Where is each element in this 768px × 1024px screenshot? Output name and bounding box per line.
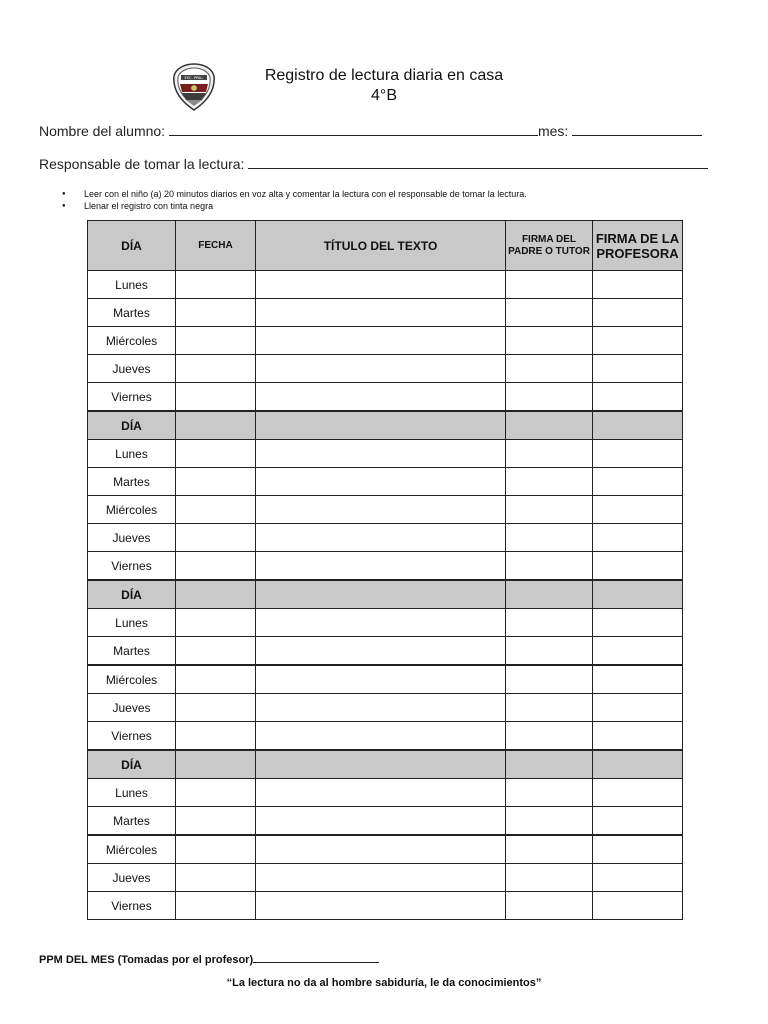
date-cell[interactable] xyxy=(176,440,256,468)
date-cell[interactable] xyxy=(176,383,256,412)
text-title-cell[interactable] xyxy=(256,552,506,581)
teacher-signature-cell[interactable] xyxy=(593,524,683,552)
parent-signature-cell[interactable] xyxy=(506,807,593,836)
table-row xyxy=(88,271,683,299)
date-cell[interactable] xyxy=(176,694,256,722)
instruction-item: ● Llenar el registro con tinta negra xyxy=(62,200,527,212)
day-cell: Viernes xyxy=(88,722,176,751)
month-label: mes: xyxy=(537,123,569,139)
teacher-signature-cell[interactable] xyxy=(593,637,683,666)
responsible-label: Responsable de tomar la lectura: xyxy=(39,156,245,172)
text-title-cell[interactable] xyxy=(256,694,506,722)
section-blank-cell xyxy=(593,580,683,609)
teacher-signature-cell[interactable] xyxy=(593,496,683,524)
parent-signature-cell[interactable] xyxy=(506,271,593,299)
teacher-signature-cell[interactable] xyxy=(593,468,683,496)
table-row xyxy=(88,327,683,355)
date-cell[interactable] xyxy=(176,496,256,524)
day-cell: Lunes xyxy=(88,609,176,637)
date-cell[interactable] xyxy=(176,299,256,327)
text-title-cell[interactable] xyxy=(256,807,506,836)
text-title-cell[interactable] xyxy=(256,864,506,892)
date-cell[interactable] xyxy=(176,807,256,836)
teacher-signature-cell[interactable] xyxy=(593,609,683,637)
teacher-signature-cell[interactable] xyxy=(593,299,683,327)
header-day: DÍA xyxy=(88,221,176,271)
class-label: 4°B xyxy=(371,87,397,104)
header-date: FECHA xyxy=(176,221,256,271)
table-body xyxy=(88,271,683,920)
date-cell[interactable] xyxy=(176,327,256,355)
teacher-signature-cell[interactable] xyxy=(593,722,683,751)
parent-signature-cell[interactable] xyxy=(506,835,593,864)
date-cell[interactable] xyxy=(176,892,256,920)
teacher-signature-cell[interactable] xyxy=(593,779,683,807)
teacher-signature-cell[interactable] xyxy=(593,271,683,299)
parent-signature-cell[interactable] xyxy=(506,440,593,468)
section-day-label: DÍA xyxy=(88,411,176,440)
section-blank-cell xyxy=(506,750,593,779)
date-cell[interactable] xyxy=(176,864,256,892)
teacher-signature-cell[interactable] xyxy=(593,892,683,920)
day-cell: Martes xyxy=(88,468,176,496)
student-name-field[interactable] xyxy=(169,123,538,136)
day-cell: Jueves xyxy=(88,524,176,552)
day-cell: Martes xyxy=(88,637,176,666)
table-row xyxy=(88,552,683,581)
section-blank-cell xyxy=(256,411,506,440)
section-blank-cell xyxy=(256,580,506,609)
section-blank-cell xyxy=(176,411,256,440)
table-row xyxy=(88,694,683,722)
text-title-cell[interactable] xyxy=(256,722,506,751)
table-row xyxy=(88,665,683,694)
date-cell[interactable] xyxy=(176,355,256,383)
teacher-signature-cell[interactable] xyxy=(593,864,683,892)
instruction-item: ● Leer con el niño (a) 20 minutos diarios en voz alta y comentar la lectura con el responsable de tomar la lectura. xyxy=(62,188,527,200)
parent-signature-cell[interactable] xyxy=(506,383,593,412)
section-blank-cell xyxy=(593,411,683,440)
svg-text:ESC. PPAL.: ESC. PPAL. xyxy=(184,76,204,80)
day-cell: Viernes xyxy=(88,552,176,581)
day-cell: Viernes xyxy=(88,892,176,920)
day-cell: Miércoles xyxy=(88,835,176,864)
page-title xyxy=(230,66,538,106)
table-row xyxy=(88,524,683,552)
month-field[interactable] xyxy=(572,123,702,136)
school-crest-icon xyxy=(172,62,216,112)
text-title-cell[interactable] xyxy=(256,665,506,694)
text-title-cell[interactable] xyxy=(256,355,506,383)
day-cell: Jueves xyxy=(88,694,176,722)
date-cell[interactable] xyxy=(176,468,256,496)
table-row xyxy=(88,807,683,836)
parent-signature-cell[interactable] xyxy=(506,552,593,581)
parent-signature-cell[interactable] xyxy=(506,496,593,524)
ppm-field[interactable] xyxy=(253,950,379,963)
table-row xyxy=(88,637,683,666)
section-day-label: DÍA xyxy=(88,750,176,779)
parent-signature-cell[interactable] xyxy=(506,299,593,327)
table-row xyxy=(88,299,683,327)
teacher-signature-cell[interactable] xyxy=(593,440,683,468)
parent-signature-cell[interactable] xyxy=(506,327,593,355)
teacher-signature-cell[interactable] xyxy=(593,665,683,694)
text-title-cell[interactable] xyxy=(256,383,506,412)
table-row xyxy=(88,609,683,637)
text-title-cell[interactable] xyxy=(256,327,506,355)
text-title-cell[interactable] xyxy=(256,299,506,327)
table-row xyxy=(88,355,683,383)
date-cell[interactable] xyxy=(176,665,256,694)
date-cell[interactable] xyxy=(176,524,256,552)
ppm-row xyxy=(39,950,379,966)
day-cell: Lunes xyxy=(88,779,176,807)
header-text-title: TÍTULO DEL TEXTO xyxy=(256,221,506,271)
day-cell: Miércoles xyxy=(88,327,176,355)
table-row xyxy=(88,496,683,524)
header-parent-signature: FIRMA DEL PADRE O TUTOR xyxy=(506,221,593,271)
date-cell[interactable] xyxy=(176,637,256,666)
responsible-field[interactable] xyxy=(248,156,708,169)
parent-signature-cell[interactable] xyxy=(506,864,593,892)
teacher-signature-cell[interactable] xyxy=(593,807,683,836)
table-row xyxy=(88,779,683,807)
date-cell[interactable] xyxy=(176,722,256,751)
parent-signature-cell[interactable] xyxy=(506,524,593,552)
table-row xyxy=(88,835,683,864)
text-title-cell[interactable] xyxy=(256,524,506,552)
student-name-row xyxy=(39,123,702,139)
table-row xyxy=(88,864,683,892)
parent-signature-cell[interactable] xyxy=(506,892,593,920)
parent-signature-cell[interactable] xyxy=(506,468,593,496)
teacher-signature-cell[interactable] xyxy=(593,327,683,355)
table-header-row xyxy=(88,221,683,271)
day-cell: Jueves xyxy=(88,355,176,383)
teacher-signature-cell[interactable] xyxy=(593,552,683,581)
parent-signature-cell[interactable] xyxy=(506,722,593,751)
day-cell: Martes xyxy=(88,807,176,836)
day-cell: Viernes xyxy=(88,383,176,412)
text-title-cell[interactable] xyxy=(256,440,506,468)
day-cell: Miércoles xyxy=(88,496,176,524)
teacher-signature-cell[interactable] xyxy=(593,355,683,383)
table-row xyxy=(88,892,683,920)
section-header-row xyxy=(88,411,683,440)
date-cell[interactable] xyxy=(176,271,256,299)
date-cell[interactable] xyxy=(176,609,256,637)
date-cell[interactable] xyxy=(176,779,256,807)
header-teacher-signature: FIRMA DE LA PROFESORA xyxy=(593,221,683,271)
day-cell: Lunes xyxy=(88,440,176,468)
text-title-cell[interactable] xyxy=(256,835,506,864)
text-title-cell[interactable] xyxy=(256,468,506,496)
text-title-cell[interactable] xyxy=(256,496,506,524)
parent-signature-cell[interactable] xyxy=(506,637,593,666)
reading-log-table xyxy=(87,220,683,920)
section-blank-cell xyxy=(176,580,256,609)
text-title-cell[interactable] xyxy=(256,271,506,299)
teacher-signature-cell[interactable] xyxy=(593,694,683,722)
date-cell[interactable] xyxy=(176,552,256,581)
parent-signature-cell[interactable] xyxy=(506,665,593,694)
instructions-list xyxy=(62,188,527,212)
day-cell: Lunes xyxy=(88,271,176,299)
teacher-signature-cell[interactable] xyxy=(593,835,683,864)
text-title-cell[interactable] xyxy=(256,892,506,920)
parent-signature-cell[interactable] xyxy=(506,779,593,807)
parent-signature-cell[interactable] xyxy=(506,694,593,722)
responsible-row xyxy=(39,156,708,172)
date-cell[interactable] xyxy=(176,835,256,864)
table-row xyxy=(88,468,683,496)
section-header-row xyxy=(88,580,683,609)
footer-quote: “La lectura no da al hombre sabiduría, le da conocimientos” xyxy=(226,977,542,989)
ppm-label: PPM DEL MES (Tomadas por el profesor) xyxy=(39,954,254,966)
table-row xyxy=(88,722,683,751)
teacher-signature-cell[interactable] xyxy=(593,383,683,412)
section-blank-cell xyxy=(256,750,506,779)
parent-signature-cell[interactable] xyxy=(506,355,593,383)
day-cell: Martes xyxy=(88,299,176,327)
student-name-label: Nombre del alumno: xyxy=(39,123,166,139)
section-header-row xyxy=(88,750,683,779)
text-title-cell[interactable] xyxy=(256,637,506,666)
section-blank-cell xyxy=(593,750,683,779)
table-row xyxy=(88,440,683,468)
section-blank-cell xyxy=(176,750,256,779)
parent-signature-cell[interactable] xyxy=(506,609,593,637)
title-text: Registro de lectura diaria en casa xyxy=(264,67,504,84)
day-cell: Jueves xyxy=(88,864,176,892)
section-blank-cell xyxy=(506,411,593,440)
section-day-label: DÍA xyxy=(88,580,176,609)
text-title-cell[interactable] xyxy=(256,609,506,637)
text-title-cell[interactable] xyxy=(256,779,506,807)
day-cell: Miércoles xyxy=(88,665,176,694)
table-row xyxy=(88,383,683,412)
section-blank-cell xyxy=(506,580,593,609)
